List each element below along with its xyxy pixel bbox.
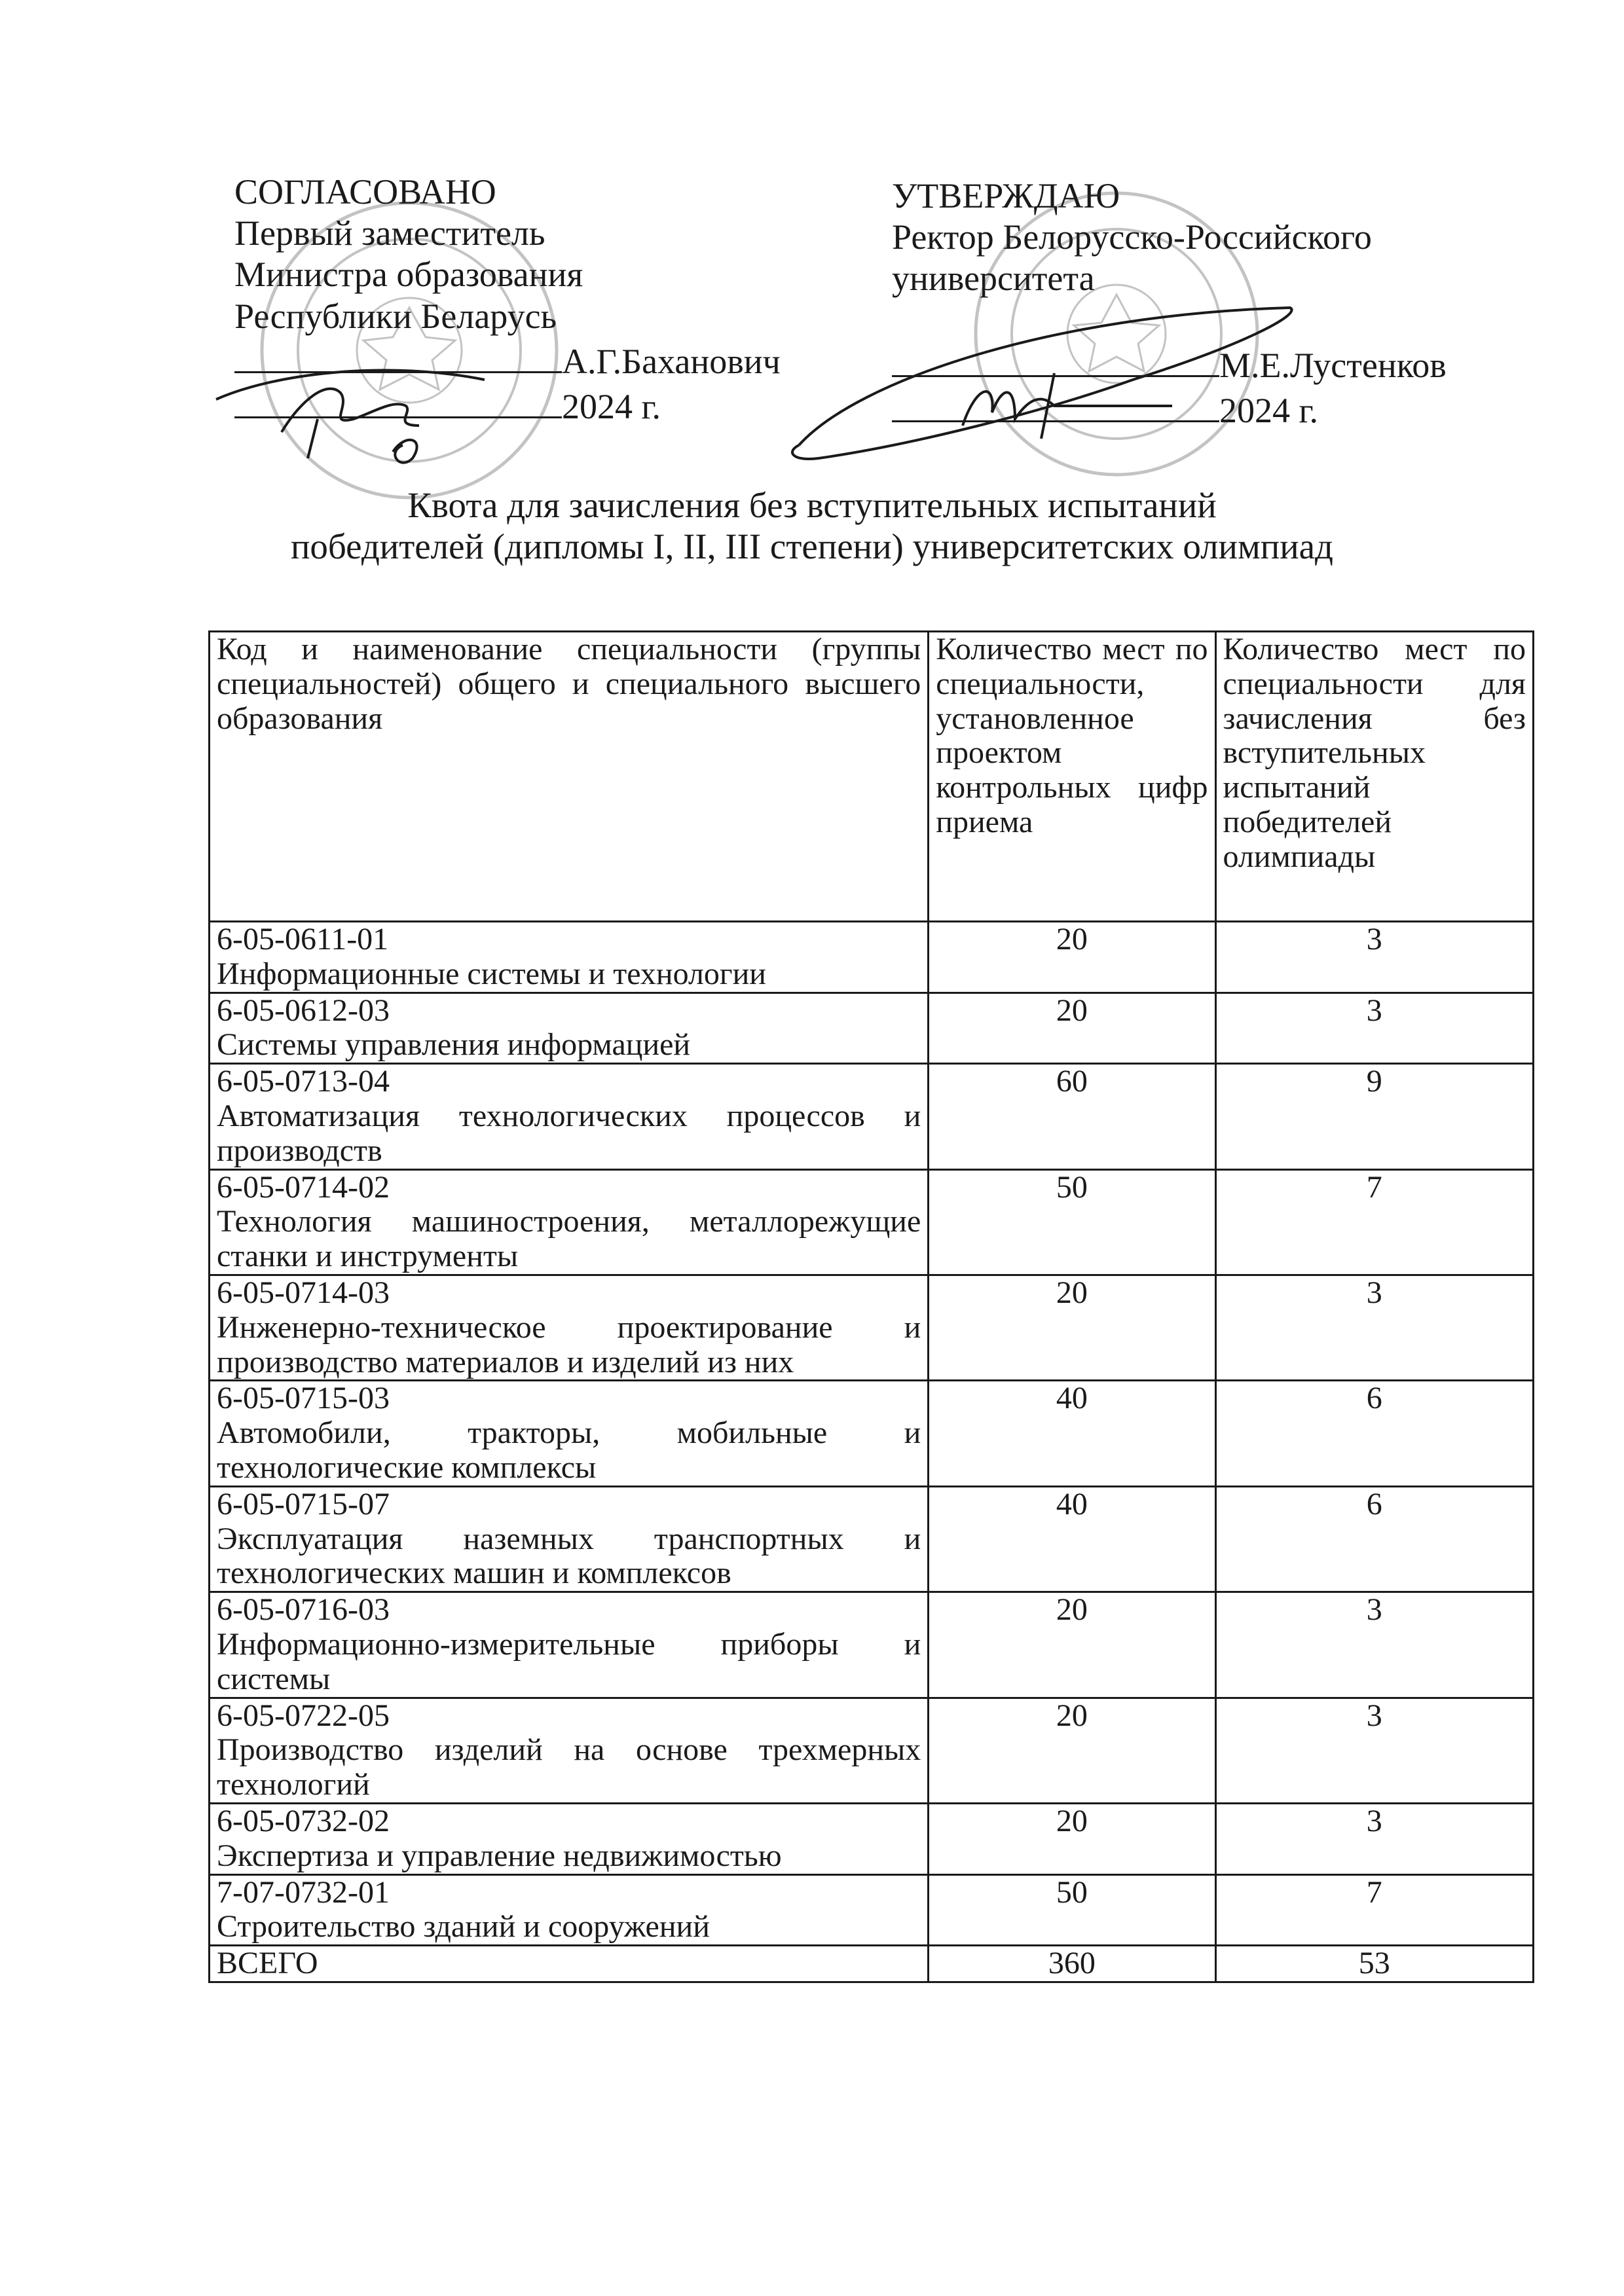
olympiad-quota-cell: 6 bbox=[1215, 1381, 1533, 1486]
specialty-code: 6-05-0715-07 bbox=[217, 1486, 390, 1522]
planned-places-cell: 50 bbox=[929, 1169, 1215, 1275]
agreed-heading: СОГЛАСОВАНО bbox=[234, 172, 496, 211]
specialty-code: 6-05-0715-03 bbox=[217, 1381, 390, 1416]
specialty-name: Производство изделий на основе трехмерных технологий bbox=[217, 1732, 921, 1802]
total-places: 360 bbox=[929, 1946, 1215, 1982]
table-row bbox=[210, 1592, 1534, 1698]
table-row bbox=[210, 1064, 1534, 1169]
total-label: ВСЕГО bbox=[210, 1946, 929, 1982]
agreed-position-line1: Первый заместитель bbox=[234, 213, 545, 253]
olympiad-quota-cell: 7 bbox=[1215, 1169, 1533, 1275]
specialty-code: 6-05-0713-04 bbox=[217, 1064, 390, 1099]
title-line-1: Квота для зачисления без вступительных испытаний bbox=[407, 485, 1217, 525]
specialty-name: Информационные системы и технологии bbox=[217, 956, 766, 991]
approved-signer-name: М.Е.Лустенков bbox=[1219, 345, 1447, 385]
specialty-code: 6-05-0716-03 bbox=[217, 1592, 390, 1628]
olympiad-quota-cell: 3 bbox=[1215, 922, 1533, 993]
header-olympiad-quota: Количество мест по специальности для зачисления без вступительных испытаний победителей олимпиады bbox=[1215, 632, 1533, 922]
olympiad-quota-cell: 6 bbox=[1215, 1486, 1533, 1592]
planned-places-cell: 50 bbox=[929, 1874, 1215, 1946]
document-title bbox=[0, 484, 1624, 568]
specialty-code: 7-07-0732-01 bbox=[217, 1874, 390, 1910]
planned-places-cell: 20 bbox=[929, 1698, 1215, 1803]
specialty-name: Автомобили, тракторы, мобильные и технологические комплексы bbox=[217, 1415, 921, 1485]
specialty-code: 6-05-0612-03 bbox=[217, 993, 390, 1028]
planned-places-cell: 20 bbox=[929, 1275, 1215, 1380]
header-specialty: Код и наименование специальности (группы специальностей) общего и специального высшего образования bbox=[210, 632, 929, 922]
specialty-code: 6-05-0722-05 bbox=[217, 1698, 390, 1733]
agreed-signer-name: А.Г.Баханович bbox=[562, 341, 781, 381]
specialty-name: Автоматизация технологических процессов и производств bbox=[217, 1098, 921, 1168]
quota-table bbox=[208, 630, 1534, 1983]
planned-places-cell: 20 bbox=[929, 1592, 1215, 1698]
table-row bbox=[210, 1381, 1534, 1486]
specialty-name: Информационно-измерительные приборы и системы bbox=[217, 1626, 921, 1696]
approved-position-line2: университета bbox=[892, 259, 1095, 299]
table-row bbox=[210, 1169, 1534, 1275]
olympiad-quota-cell: 3 bbox=[1215, 1698, 1533, 1803]
table-row bbox=[210, 922, 1534, 993]
specialty-name: Экспертиза и управление недвижимостью bbox=[217, 1838, 782, 1873]
title-line-2: победителей (дипломы I, II, III степени) университетских олимпиад bbox=[290, 526, 1334, 567]
olympiad-quota-cell: 3 bbox=[1215, 1275, 1533, 1380]
table-row bbox=[210, 1486, 1534, 1592]
table-total-row bbox=[210, 1946, 1534, 1982]
agreed-year: 2024 г. bbox=[562, 386, 661, 426]
agreed-position-line2: Министра образования bbox=[234, 255, 583, 295]
specialty-cell bbox=[210, 1592, 929, 1698]
specialty-code: 6-05-0732-02 bbox=[217, 1803, 390, 1838]
olympiad-quota-cell: 9 bbox=[1215, 1064, 1533, 1169]
specialty-cell bbox=[210, 1381, 929, 1486]
olympiad-quota-cell: 7 bbox=[1215, 1874, 1533, 1946]
table-row bbox=[210, 1698, 1534, 1803]
specialty-cell bbox=[210, 1169, 929, 1275]
specialty-cell bbox=[210, 1275, 929, 1380]
specialty-cell bbox=[210, 1874, 929, 1946]
specialty-cell bbox=[210, 1064, 929, 1169]
header-planned-places: Количество мест по специальности, установленное проектом контрольных цифр приема bbox=[929, 632, 1215, 922]
specialty-code: 6-05-0611-01 bbox=[217, 922, 389, 957]
table-row bbox=[210, 993, 1534, 1064]
table-row bbox=[210, 1803, 1534, 1874]
olympiad-quota-cell: 3 bbox=[1215, 1592, 1533, 1698]
planned-places-cell: 40 bbox=[929, 1486, 1215, 1592]
planned-places-cell: 40 bbox=[929, 1381, 1215, 1486]
planned-places-cell: 20 bbox=[929, 1803, 1215, 1874]
olympiad-quota-cell: 3 bbox=[1215, 993, 1533, 1064]
planned-places-cell: 60 bbox=[929, 1064, 1215, 1169]
specialty-name: Системы управления информацией bbox=[217, 1027, 691, 1063]
specialty-cell bbox=[210, 1486, 929, 1592]
approved-heading: УТВЕРЖДАЮ bbox=[892, 176, 1120, 215]
specialty-name: Технология машиностроения, металлорежущие станки и инструменты bbox=[217, 1204, 921, 1274]
table-row bbox=[210, 1874, 1534, 1946]
specialty-code: 6-05-0714-03 bbox=[217, 1275, 390, 1310]
specialty-name: Инженерно-техническое проектирование и производство материалов и изделий из них bbox=[217, 1309, 921, 1379]
specialty-cell bbox=[210, 922, 929, 993]
total-quota: 53 bbox=[1215, 1946, 1533, 1982]
specialty-cell bbox=[210, 1803, 929, 1874]
specialty-code: 6-05-0714-02 bbox=[217, 1169, 390, 1205]
planned-places-cell: 20 bbox=[929, 922, 1215, 993]
specialty-name: Эксплуатация наземных транспортных и технологических машин и комплексов bbox=[217, 1521, 921, 1591]
specialty-name: Строительство зданий и сооружений bbox=[217, 1909, 710, 1944]
handwritten-signature-right bbox=[779, 288, 1319, 498]
approved-position-line1: Ректор Белорусско-Российского bbox=[892, 217, 1372, 257]
specialty-cell bbox=[210, 1698, 929, 1803]
approved-year: 2024 г. bbox=[1219, 390, 1319, 430]
agreed-position-line3: Республики Беларусь bbox=[234, 296, 557, 336]
table-row bbox=[210, 1275, 1534, 1380]
specialty-cell bbox=[210, 993, 929, 1064]
planned-places-cell: 20 bbox=[929, 993, 1215, 1064]
handwritten-signature-left bbox=[177, 354, 517, 471]
table-header-row bbox=[210, 632, 1534, 922]
olympiad-quota-cell: 3 bbox=[1215, 1803, 1533, 1874]
